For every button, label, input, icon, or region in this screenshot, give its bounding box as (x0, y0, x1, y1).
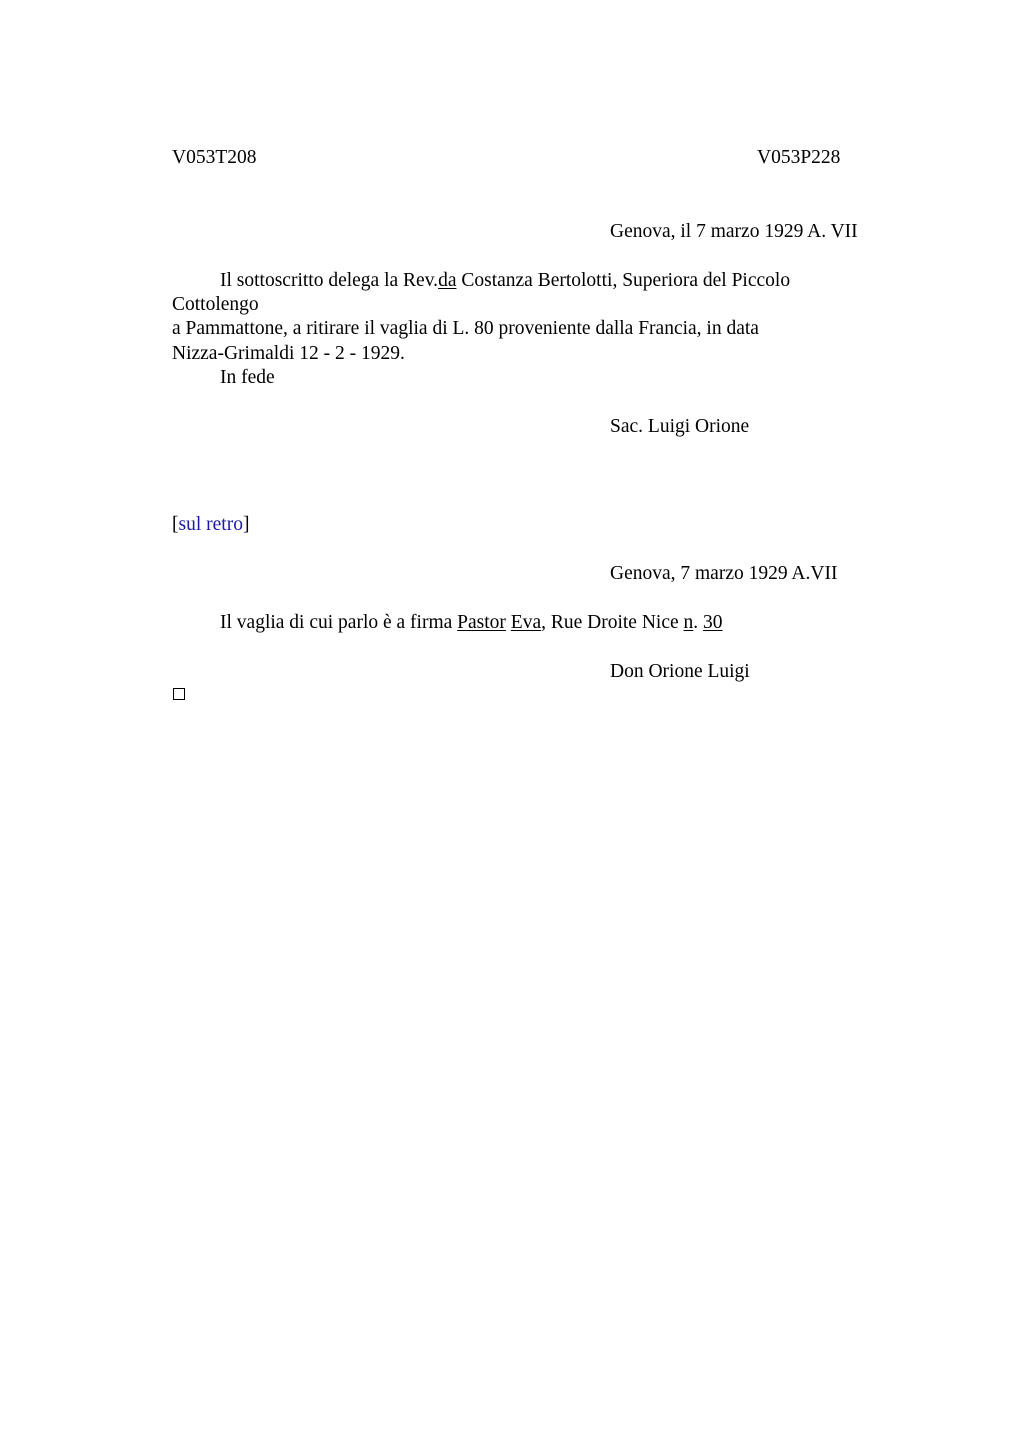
bracket-open: [ (172, 514, 179, 535)
back-date: Genova, 7 marzo 1929 A.VII (610, 563, 838, 584)
document-code-right: V053P228 (757, 147, 841, 168)
pastor-underlined: Pastor (457, 612, 506, 633)
front-signature: Sac. Luigi Orione (610, 416, 750, 437)
number-underlined: 30 (703, 612, 723, 633)
back-dot: . (693, 612, 704, 633)
line1-text-a: Il sottoscritto delega la Rev. (220, 270, 439, 291)
bracket-close: ] (242, 514, 250, 535)
sul-retro-link[interactable]: sul retro (178, 514, 243, 535)
front-date: Genova, il 7 marzo 1929 A. VII (610, 221, 858, 242)
front-paragraph-line-2: Cottolengo (172, 294, 259, 315)
back-text-a: Il vaglia di cui parlo è a firma (220, 612, 458, 633)
checkbox-square-icon[interactable] (173, 688, 185, 700)
front-closing: In fede (220, 367, 275, 388)
front-paragraph-line-4: Nizza-Grimaldi 12 - 2 - 1929. (172, 343, 405, 364)
back-signature: Don Orione Luigi (610, 661, 750, 682)
front-paragraph-line-3: a Pammattone, a ritirare il vaglia di L. 80 proveniente dalla Francia, in data (172, 318, 759, 339)
back-paragraph-line (220, 611, 723, 635)
back-section-label (172, 513, 249, 537)
rev-da-underlined: da (438, 270, 457, 291)
document-code-left: V053T208 (172, 147, 257, 168)
back-text-b: , Rue Droite Nice (541, 612, 684, 633)
line1-text-b: Costanza Bertolotti, Superiora del Piccolo (456, 270, 791, 291)
eva-underlined: Eva (510, 612, 542, 633)
front-paragraph-line-1 (220, 269, 790, 293)
n-underlined: n (683, 612, 694, 633)
